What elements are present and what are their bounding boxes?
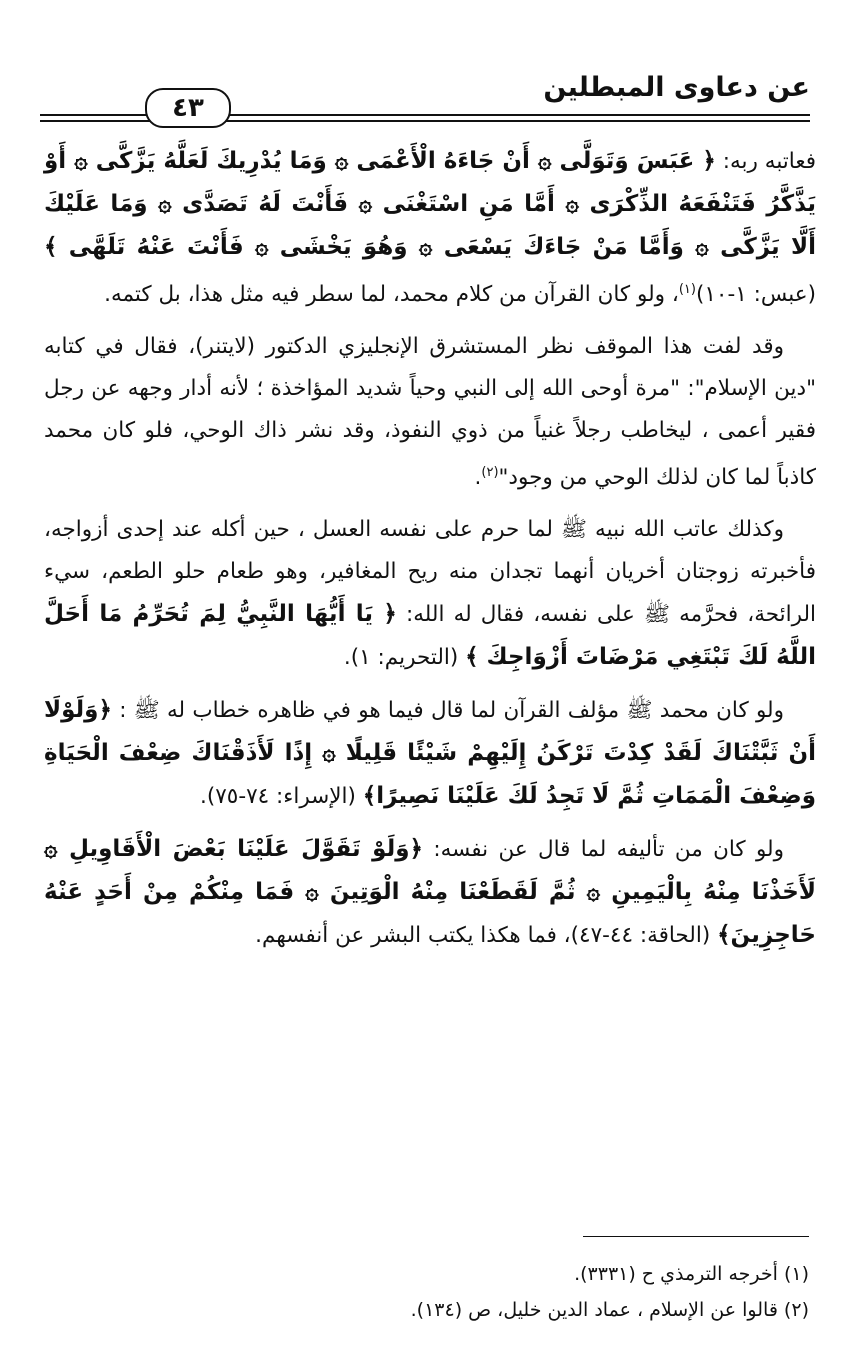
quran-verse-isra: ﴿وَلَوْلَا أَنْ ثَبَّتْنَاكَ لَقَدْ كِدْتَ تَرْكَنُ إِلَيْهِمْ شَيْئًا قَلِيلًا ۞ إِذًا لَأَذَقْنَاكَ ضِعْفَ الْحَيَاةِ وَضِعْفَ الْمَمَاتِ ثُمَّ لَا تَجِدُ لَكَ عَلَيْنَا نَصِيرًا﴾	[44, 697, 816, 810]
paragraph-4-text: ولو كان محمد ﷺ مؤلف القرآن لما قال فيما هو في ظاهره خطاب له ﷺ :	[119, 698, 784, 724]
paragraph-2	[44, 326, 816, 499]
page-header	[40, 62, 810, 132]
footnote-2: (٢) قالوا عن الإسلام ، عماد الدين خليل، ص (١٣٤).	[410, 1299, 809, 1321]
verse-reference-abasa: (عبس: ١-١٠)	[695, 282, 816, 308]
paragraph-1-intro: فعاتبه ربه:	[722, 149, 816, 174]
footnote-separator	[583, 1236, 809, 1237]
paragraph-2-end: .	[474, 465, 482, 491]
quran-verse-abasa: ﴿ عَبَسَ وَتَوَلَّى ۞ أَنْ جَاءَهُ الْأَعْمَى ۞ وَمَا يُدْرِيكَ لَعَلَّهُ يَزَّكَّى ۞ أَوْ يَذَّكَّرُ فَتَنْفَعَهُ الذِّكْرَى ۞ أَمَّا مَنِ اسْتَغْنَى ۞ فَأَنْتَ لَهُ تَصَدَّى ۞ وَمَا عَلَيْكَ أَلَّا يَزَّكَّى ۞ وَأَمَّا مَنْ جَاءَكَ يَسْعَى ۞ وَهُوَ يَخْشَى ۞ فَأَنْتَ عَنْهُ تَلَهَّى ﴾	[44, 148, 816, 260]
verse-reference-tahrim: (التحريم: ١).	[343, 645, 459, 671]
paragraph-5-rest: ، فما هكذا يكتب البشر عن أنفسهم.	[255, 923, 571, 949]
paragraph-1	[44, 140, 816, 316]
quran-verse-haqqa: ﴿وَلَوْ تَقَوَّلَ عَلَيْنَا بَعْضَ الْأَقَاوِيلِ ۞ لَأَخَذْنَا مِنْهُ بِالْيَمِينِ ۞ ثُمَّ لَقَطَعْنَا مِنْهُ الْوَتِينَ ۞ فَمَا مِنْكُمْ مِنْ أَحَدٍ عَنْهُ حَاجِزِينَ﴾	[44, 836, 816, 949]
paragraph-4	[44, 689, 816, 818]
paragraph-3	[44, 509, 816, 679]
paragraph-1-rest: ، ولو كان القرآن من كلام محمد، لما سطر فيه مثل هذا، بل كتمه.	[104, 282, 679, 308]
paragraph-5	[44, 828, 816, 957]
footnote-marker-2: (٢)	[481, 465, 499, 481]
footnote-1: (١) أخرجه الترمذي ح (٣٣٣١).	[574, 1263, 809, 1285]
paragraph-5-text: ولو كان من تأليفه لما قال عن نفسه:	[433, 837, 784, 863]
page-number: ٤٣	[145, 88, 231, 128]
verse-reference-isra: (الإسراء: ٧٤-٧٥).	[199, 784, 356, 810]
footnote-marker-1: (١)	[678, 282, 696, 297]
paragraph-3-text: وكذلك عاتب الله نبيه ﷺ لما حرم على نفسه العسل ، حين أكله عند إحدى أزواجه، فأخبرته زوجتان أخريان أنهما تجدان منه ريح المغافير، وهو طعام حلو الطعم، سيء الرائحة، فحرَّمه ﷺ على نفسه، فقال له الله:	[44, 517, 816, 628]
paragraph-2-text: وقد لفت هذا الموقف نظر المستشرق الإنجليزي الدكتور (لايتنر)، فقال في كتابه "دين الإسلام": "مرة أوحى الله إلى النبي وحياً شديد المؤاخذة ؛ لأنه أدار وجهه عن رجل فقير أعمى ، ليخاطب رجلاً غنياً من ذوي النفوذ، وقد نشر ذاك الوحي، فلو كان محمد كاذباً لما كان لذلك الوحي من وجود"	[44, 334, 816, 491]
quran-verse-tahrim: ﴿ يَا أَيُّهَا النَّبِيُّ لِمَ تُحَرِّمُ مَا أَحَلَّ اللَّهُ لَكَ تَبْتَغِي مَرْضَاتَ أَزْوَاجِكَ ﴾	[44, 601, 816, 671]
main-text	[44, 140, 816, 967]
running-title: عن دعاوى المبطلين	[543, 72, 810, 103]
footnotes	[49, 1256, 809, 1328]
verse-reference-haqqa: (الحاقة: ٤٤-٤٧)	[570, 923, 711, 949]
